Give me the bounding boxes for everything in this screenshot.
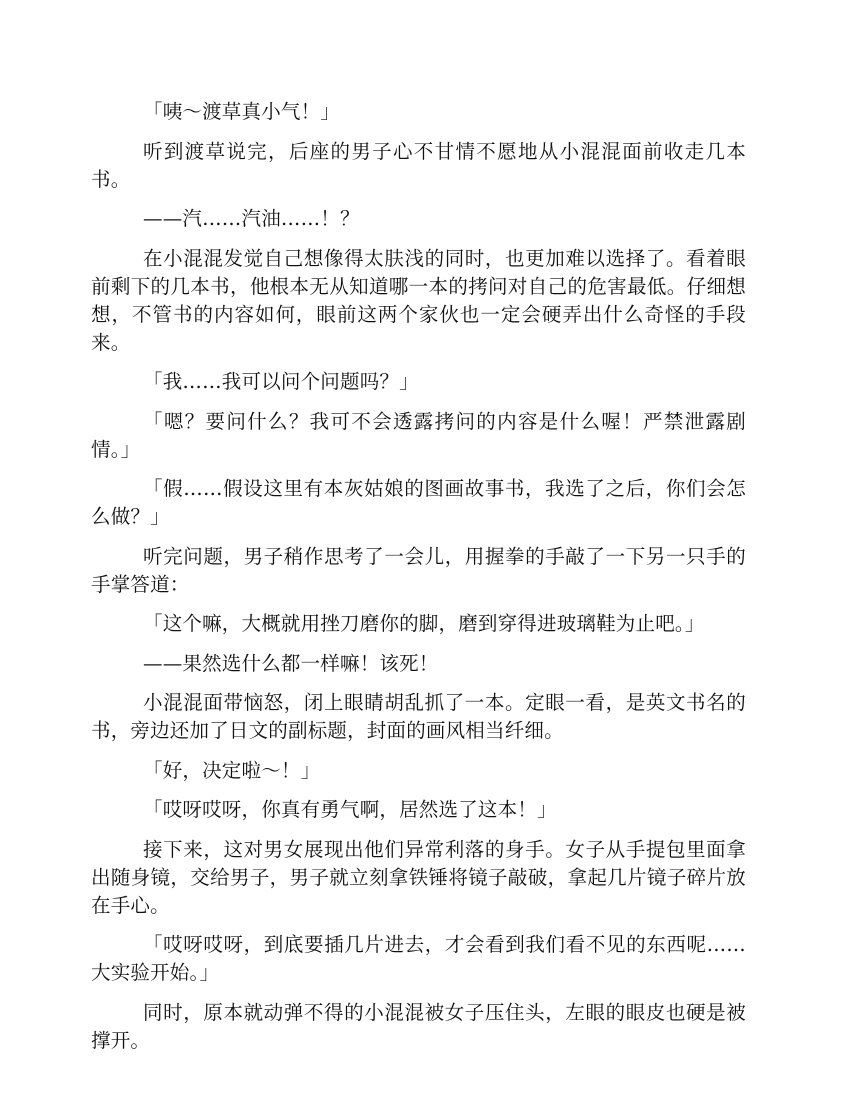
paragraph: 「好，决定啦～！」 xyxy=(143,758,321,782)
paragraph: 「哎呀哎呀，到底要插几片进去，才会看到我们看不见的东西呢……大实验开始。」 xyxy=(91,933,746,984)
paragraph: 「咦～渡草真小气！」 xyxy=(143,100,341,123)
paragraph: ——汽……汽油……！？ xyxy=(143,207,360,230)
paragraph: 同时，原本就动弹不得的小混混被女子压住头，左眼的眼皮也硬是被撑开。 xyxy=(91,1000,746,1052)
paragraph: 「这个嘛，大概就用挫刀磨你的脚，磨到穿得进玻璃鞋为止吧。」 xyxy=(143,612,705,635)
paragraph: 「假……假设这里有本灰姑娘的图画故事书，我选了之后，你们会怎么做？」 xyxy=(91,477,746,528)
paragraph: 听到渡草说完，后座的男子心不甘情不愿地从小混混面前收走几本书。 xyxy=(91,139,746,191)
paragraph: 小混混面带恼怒，闭上眼睛胡乱抓了一本。定眼一看，是英文书名的书，旁边还加了日文的副标题，封面的画风相当纤细。 xyxy=(91,691,746,742)
paragraph: 听完问题，男子稍作思考了一会儿，用握拳的手敲了一下另一只手的手掌答道： xyxy=(91,544,746,596)
paragraph: 「我……我可以问个问题吗？」 xyxy=(143,370,419,393)
paragraph: 「哎呀哎呀，你真有勇气啊，居然选了这本！」 xyxy=(143,798,557,821)
paragraph: 「嗯？要问什么？我可不会透露拷问的内容是什么喔！严禁泄露剧情。」 xyxy=(91,409,746,461)
paragraph: 接下来，这对男女展现出他们异常利落的身手。女子从手提包里面拿出随身镜，交给男子，男子就立刻拿铁锤将镜子敲破，拿起几片镜子碎片放在手心。 xyxy=(91,837,746,917)
paragraph: 在小混混发觉自己想像得太肤浅的同时，也更加难以选择了。看着眼前剩下的几本书，他根本无从知道哪一本的拷问对自己的危害最低。仔细想想，不管书的内容如何，眼前这两个家伙也一定会硬弄出什么奇怪的手段来。 xyxy=(91,246,746,354)
paragraph: ——果然选什么都一样嘛！该死！ xyxy=(143,651,439,675)
